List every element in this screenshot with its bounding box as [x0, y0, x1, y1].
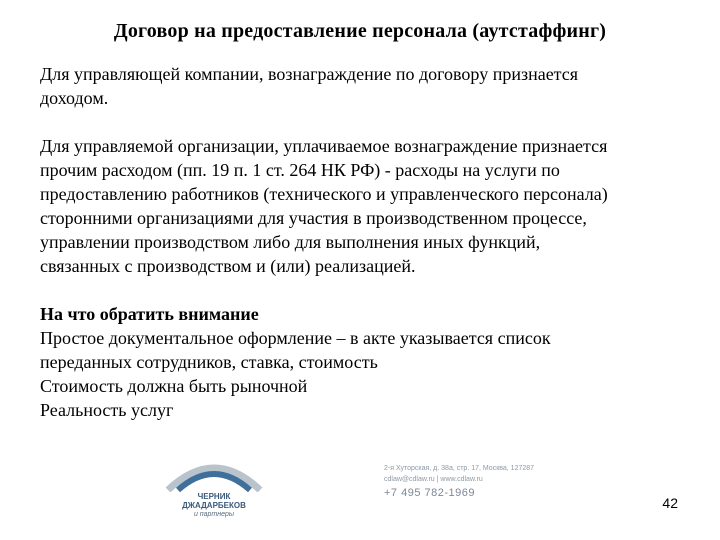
- contact-block: [384, 463, 534, 501]
- text-line: Для управляемой организации, уплачиваемое вознаграждение признается: [40, 136, 608, 156]
- slide-content: [40, 62, 700, 422]
- text-line: Реальность услуг: [40, 400, 174, 420]
- logo-arc-icon: [160, 452, 268, 492]
- text-line: прочим расходом (пп. 19 п. 1 ст. 264 НК РФ) - расходы на услуги по: [40, 160, 560, 180]
- text-line: Стоимость должна быть рыночной: [40, 376, 308, 396]
- contact-email: cdlaw@cdlaw.ru | www.cdlaw.ru: [384, 476, 483, 483]
- text-line: Для управляющей компании, вознаграждение по договору признается: [40, 64, 579, 84]
- spacer: [40, 278, 700, 302]
- text-line: доходом.: [40, 88, 109, 108]
- page-number: 42: [662, 495, 678, 511]
- attention-heading: На что обратить внимание: [40, 304, 259, 324]
- text-line: Простое документальное оформление – в акте указывается список: [40, 328, 551, 348]
- text-line: предоставлению работников (технического и управленческого персонала): [40, 184, 608, 204]
- spacer: [40, 110, 700, 134]
- slide-title: Договор на предоставление персонала (аутстаффинг): [113, 20, 607, 42]
- text-line: сторонними организациями для участия в производственном процессе,: [40, 208, 587, 228]
- company-logo: [160, 452, 268, 532]
- logo-name-2: ДЖАДАРБЕКОВ: [182, 501, 246, 510]
- text-line: переданных сотрудников, ставка, стоимость: [40, 352, 378, 372]
- text-line: связанных с производством и (или) реализацией.: [40, 256, 416, 276]
- logo-name-1: ЧЕРНИК: [197, 492, 231, 501]
- contact-address: 2-я Хуторская, д. 38а, стр. 17, Москва, 127287: [384, 465, 535, 472]
- contact-phone: +7 495 782-1969: [384, 487, 475, 499]
- text-line: управлении производством либо для выполнения иных функций,: [40, 232, 541, 252]
- logo-subtitle: и партнеры: [193, 511, 235, 518]
